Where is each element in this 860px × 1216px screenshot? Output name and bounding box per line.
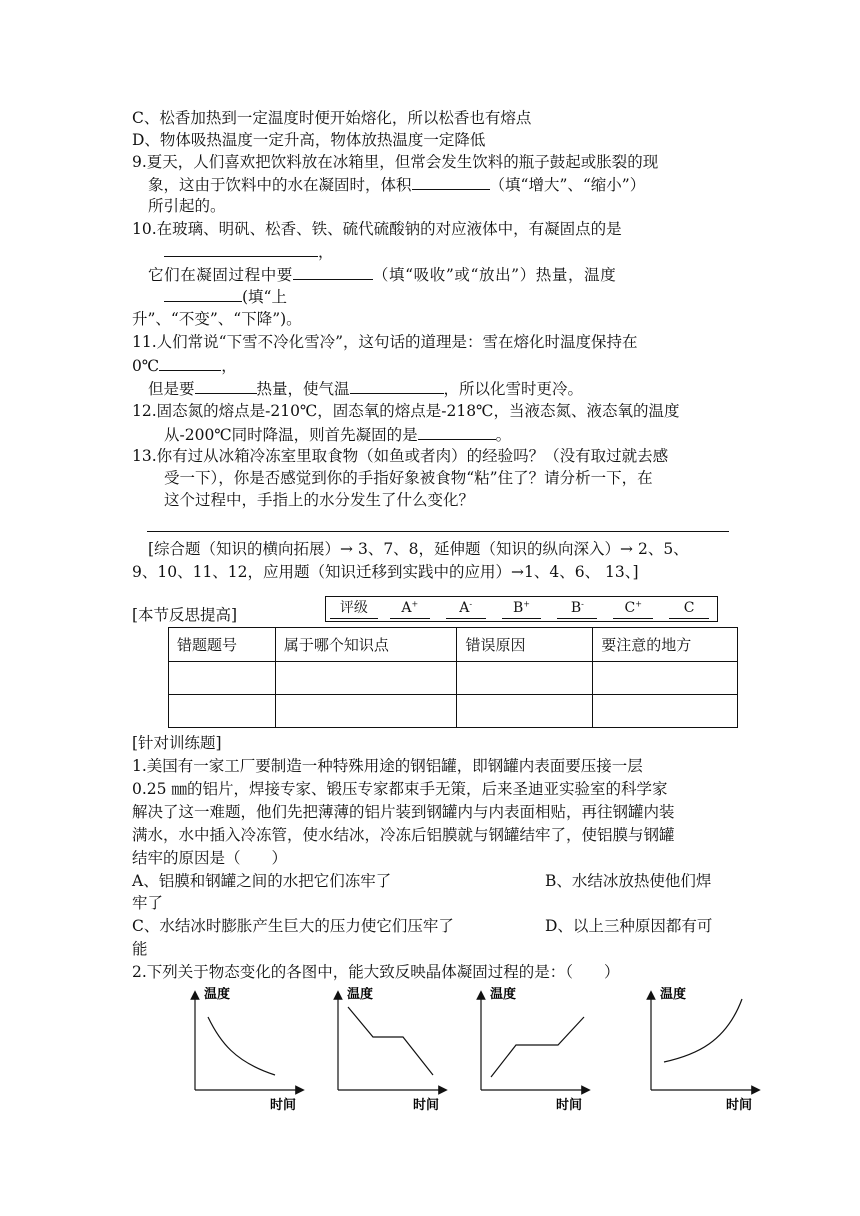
graph-c[interactable] [466,987,596,1117]
grade-a-plus[interactable]: A+ [382,597,438,621]
option-c-line: C、松香加热到一定温度时便开始熔化，所以松香也有熔点 [132,109,532,127]
y-axis-label: 温度 [204,987,231,1002]
table-header-row [169,628,738,662]
question-9-line2 [148,173,645,196]
line-rising-plateau [491,1017,584,1077]
table-cell[interactable] [275,662,457,695]
q10-answer-blank-2[interactable] [293,263,373,280]
training-1-line3: 解决了这一难题，他们先把薄薄的铝片装到钢罐内与内表面相贴，再往钢罐内装 [132,803,675,821]
q11-text-post: ， [221,357,237,375]
graph-d[interactable] [636,987,766,1117]
question-13-line2: 受一下），你是否感觉到你的手指好象被食物“粘”住了？请分析一下，在 [164,469,653,487]
graph-a[interactable] [180,987,310,1117]
option-d-wrap: 能 [132,940,148,958]
q10-text-post: （填“吸收”或“放出”）热量，温度 [372,266,617,284]
training-1-line4: 满水，水中插入冷冻管，使水结冰，冷冻后铝膜就与钢罐结牢了，使铝膜与钢罐 [132,826,675,844]
training-1-line5: 结牢的原因是（ ） [132,849,288,867]
q10-answer-blank-3[interactable] [164,285,242,302]
training-heading: [针对训练题] [132,734,222,752]
option-a[interactable]: A、铝膜和钢罐之间的水把它们冻牢了 [132,872,392,890]
graph-b[interactable] [323,987,453,1117]
q11-text-pre: 0℃ [132,357,160,375]
question-13-line1: 13.你有过从冰箱冷冻室里取食物（如鱼或者肉）的经验吗？（没有取过就去感 [132,447,669,465]
table-cell[interactable] [457,695,593,728]
q12-answer-blank[interactable] [418,423,496,440]
header-error-reason: 错误原因 [457,628,593,662]
header-notes: 要注意的地方 [593,628,738,662]
curve-decreasing [208,1017,275,1075]
header-question-number: 错题题号 [169,628,276,662]
y-axis-label: 温度 [490,987,517,1002]
reflection-heading: [本节反思提高] [132,606,238,624]
q11-answer-blank-1[interactable] [159,354,221,371]
question-13-line3: 这个过程中，手指上的水分发生了什么变化？ [164,491,475,509]
q11-answer-blank-3[interactable] [350,377,444,394]
x-axis-label: 时间 [270,1098,297,1113]
table-cell[interactable] [169,695,276,728]
q11-text-b: 热量，使气温 [256,380,350,398]
grade-c[interactable]: C [661,597,717,621]
q12-text-post: 。 [495,426,512,444]
option-c[interactable]: C、水结冰时膨胀产生巨大的压力使它们压牢了 [132,917,454,935]
question-10-line1: 10.在玻璃、明矾、松香、铁、硫代硫酸钠的对应液体中，有凝固点的是 [132,220,622,238]
training-1-line2: 0.25 ㎜的铝片，焊接专家、锻压专家都束手无策，后来圣迪亚实验室的科学家 [132,780,668,798]
question-11-line2 [132,354,237,377]
option-b[interactable]: B、水结冰放热使他们焊 [545,872,712,890]
q9-text-post: （填“增大”、“缩小”） [489,176,646,194]
training-1-line1: 1.美国有一家工厂要制造一种特殊用途的钢铝罐，即钢罐内表面要压接一层 [132,757,643,775]
y-axis-label: 温度 [347,987,374,1002]
q10-answer-blank-1[interactable] [164,240,318,257]
training-2-question: 2.下列关于物态变化的各图中，能大致反映晶体凝固过程的是：（ ） [132,963,620,981]
table-cell[interactable] [457,662,593,695]
header-knowledge-point: 属于哪个知识点 [275,628,457,662]
table-cell[interactable] [169,662,276,695]
question-10-line2 [164,240,334,263]
summary-line2: 9、10、11、12，应用题（知识迁移到实践中的应用）→1、4、6、 13、] [132,563,639,581]
question-10-line5: 升”、“不变”、“下降”)。 [132,310,302,328]
grade-box [325,596,718,622]
line-plateau [348,1007,433,1075]
grade-a-minus[interactable]: A- [438,597,494,621]
q11-text-c: ，所以化雪时更冷。 [443,380,584,398]
q12-text-pre: 从-200℃同时降温，则首先凝固的是 [164,426,418,444]
question-9-line3: 所引起的。 [148,197,226,215]
section-divider [147,531,729,532]
grade-label: 评级 [326,597,382,621]
grade-c-plus[interactable]: C+ [605,597,661,621]
question-12-line2 [164,423,511,446]
table-cell[interactable] [593,662,738,695]
x-axis-label: 时间 [413,1098,440,1113]
q11-answer-blank-2[interactable] [195,377,257,394]
question-10-line3 [148,263,616,286]
grade-b-minus[interactable]: B- [549,597,605,621]
table-row [169,662,738,695]
table-cell[interactable] [275,695,457,728]
question-11-line3 [148,377,583,400]
x-axis-label: 时间 [726,1098,753,1113]
y-axis-label: 温度 [660,987,687,1002]
x-axis-label: 时间 [556,1098,583,1113]
q9-answer-blank[interactable] [412,173,490,190]
q10-text-post2: (填“上 [242,288,287,306]
table-row [169,695,738,728]
question-12-line1: 12.固态氮的熔点是-210℃，固态氧的熔点是-218℃，当液态氮、液态氧的温度 [132,402,680,420]
question-11-line1: 11.人们常说“下雪不冷化雪冷”，这句话的道理是：雪在熔化时温度保持在 [132,333,638,351]
q9-text-pre: 象，这由于饮料中的水在凝固时，体积 [148,176,412,194]
q10-text-pre: 它们在凝固过程中要 [148,266,293,284]
question-10-line4 [164,285,287,308]
table-cell[interactable] [593,695,738,728]
q10-comma: ， [318,243,334,261]
question-9-line1: 9.夏天，人们喜欢把饮料放在冰箱里，但常会发生饮料的瓶子鼓起或胀裂的现 [132,153,659,171]
curve-increasing [664,999,742,1062]
grade-b-plus[interactable]: B+ [494,597,550,621]
error-analysis-table [168,627,738,728]
option-b-wrap: 牢了 [132,894,164,912]
q11-text-a: 但是要 [148,380,195,398]
option-d[interactable]: D、以上三种原因都有可 [545,917,713,935]
option-d-line: D、物体吸热温度一定升高，物体放热温度一定降低 [132,131,486,149]
summary-line1: [综合题（知识的横向拓展）→ 3、7、8，延伸题（知识的纵向深入）→ 2、5、 [148,540,689,558]
